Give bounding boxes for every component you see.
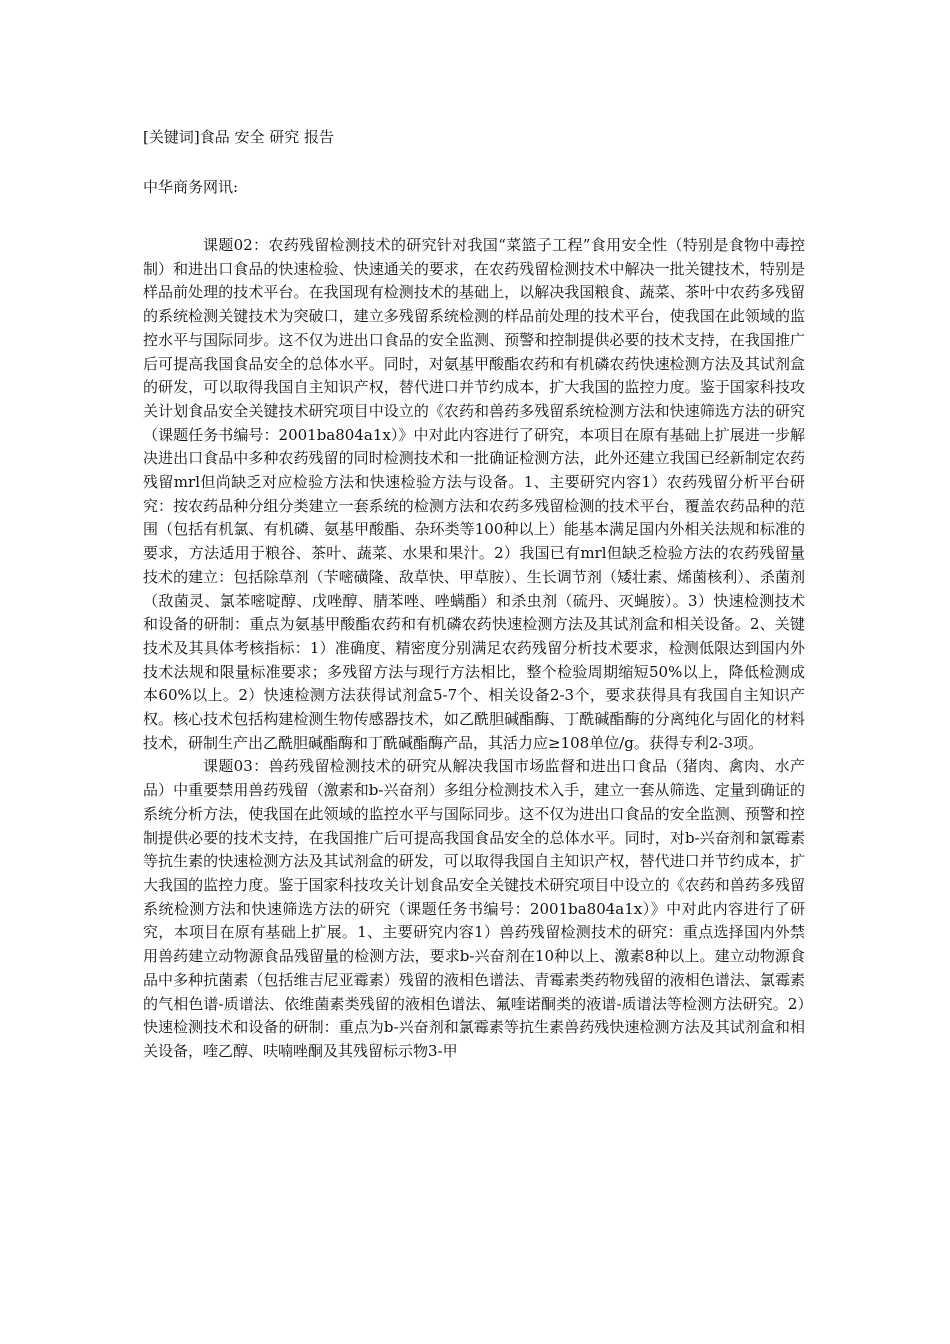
paragraph-topic-02: 课题02：农药残留检测技术的研究针对我国“菜篮子工程”食用安全性（特别是食物中毒控制）和进出口食品的快速检验、快速通关的要求，在农药残留检测技术中解决一批关键技术，特别是样品前处理的技术平台。在我国现有检测技术的基础上，以解决我国粮食、蔬菜、茶叶中农药多残留的系统检测关键技术为突破口，建立多残留系统检测的样品前处理的技术平台，使我国在此领域的监控水平与国际同步。这不仅为进出口食品的安全监测、预警和控制提供必要的技术支持，在我国推广后可提高我国食品安全的总体水平。同时，对氨基甲酸酯农药和有机磷农药快速检测方法及其试剂盒的研发，可以取得我国自主知识产权，替代进口并节约成本，扩大我国的监控力度。鉴于国家科技攻关计划食品安全关键技术研究项目中设立的《农药和兽药多残留系统检测方法和快速筛选方法的研究（课题任务书编号：2001ba804a1x）》中对此内容进行了研究，本项目在原有基础上扩展进一步解决进出口食品中多种农药残留的同时检测技术和一批确证检测方法，此外还建立我国已经新制定农药残留mrl但尚缺乏对应检验方法和快速检验方法与设备。1、主要研究内容1）农药残留分析平台研究：按农药品种分组分类建立一套系统的检测方法和农药多残留检测的技术平台，覆盖农药品种的范围（包括有机氯、有机磷、氨基甲酸酯、杂环类等100种以上）能基本满足国内外相关法规和标准的要求，方法适用于粮谷、茶叶、蔬菜、水果和果汁。2）我国已有mrl但缺乏检验方法的农药残留量技术的建立：包括除草剂（苄嘧磺隆、敌草快、甲草胺）、生长调节剂（矮壮素、烯菌核利）、杀菌剂（敌菌灵、氯苯嘧啶醇、戊唑醇、腈苯唑、唑螨酯）和杀虫剂（硫丹、灭蝇胺）。3）快速检测技术和设备的研制：重点为氨基甲酸酯农药和有机磷农药快速检测方法及其试剂盒和相关设备。2、关键技术及其具体考核指标：1）准确度、精密度分别满足农药残留分析技术要求，检测低限达到国内外技术法规和限量标准要求；多残留方法与现行方法相比，整个检验周期缩短50%以上，降低检测成本60%以上。2）快速检测方法获得试剂盒5-7个、相关设备2-3个，要求获得具有我国自主知识产权。核心技术包括构建检测生物传感器技术，如乙酰胆碱酯酶、丁酰碱酯酶的分离纯化与固化的材料技术，研制生产出乙酰胆碱酯酶和丁酰碱酯酶产品，其活力应≥108单位/g。获得专利2-3项。 (143, 236, 805, 752)
body-text (143, 234, 805, 1064)
news-source-line: 中华商务网讯: (143, 178, 239, 196)
keywords-line: [关键词]食品 安全 研究 报告 (143, 128, 335, 146)
paragraph-topic-03: 课题03：兽药残留检测技术的研究从解决我国市场监督和进出口食品（猪肉、禽肉、水产品）中重要禁用兽药残留（激素和b-兴奋剂）多组分检测技术入手，建立一套从筛选、定量到确证的系统分析方法，使我国在此领域的监控水平与国际同步。这不仅为进出口食品的安全监测、预警和控制提供必要的技术支持，在我国推广后可提高我国食品安全的总体水平。同时，对b-兴奋剂和氯霉素等抗生素的快速检测方法及其试剂盒的研发，可以取得我国自主知识产权，替代进口并节约成本，扩大我国的监控力度。鉴于国家科技攻关计划食品安全关键技术研究项目中设立的《农药和兽药多残留系统检测方法和快速筛选方法的研究（课题任务书编号：2001ba804a1x）》中对此内容进行了研究，本项目在原有基础上扩展。1、主要研究内容1）兽药残留检测技术的研究：重点选择国内外禁用兽药建立动物源食品残留量的检测方法，要求b-兴奋剂在10种以上、激素8种以上。建立动物源食品中多种抗菌素（包括维吉尼亚霉素）残留的液相色谱法、青霉素类药物残留的液相色谱法、氯霉素的气相色谱-质谱法、依维菌素类残留的液相色谱法、氟喹诺酮类的液谱-质谱法等检测方法研究。2）快速检测技术和设备的研制：重点为b-兴奋剂和氯霉素等抗生素兽药残快速检测方法及其试剂盒和相关设备，喹乙醇、呋喃唑酮及其残留标示物3-甲 (143, 757, 805, 1060)
